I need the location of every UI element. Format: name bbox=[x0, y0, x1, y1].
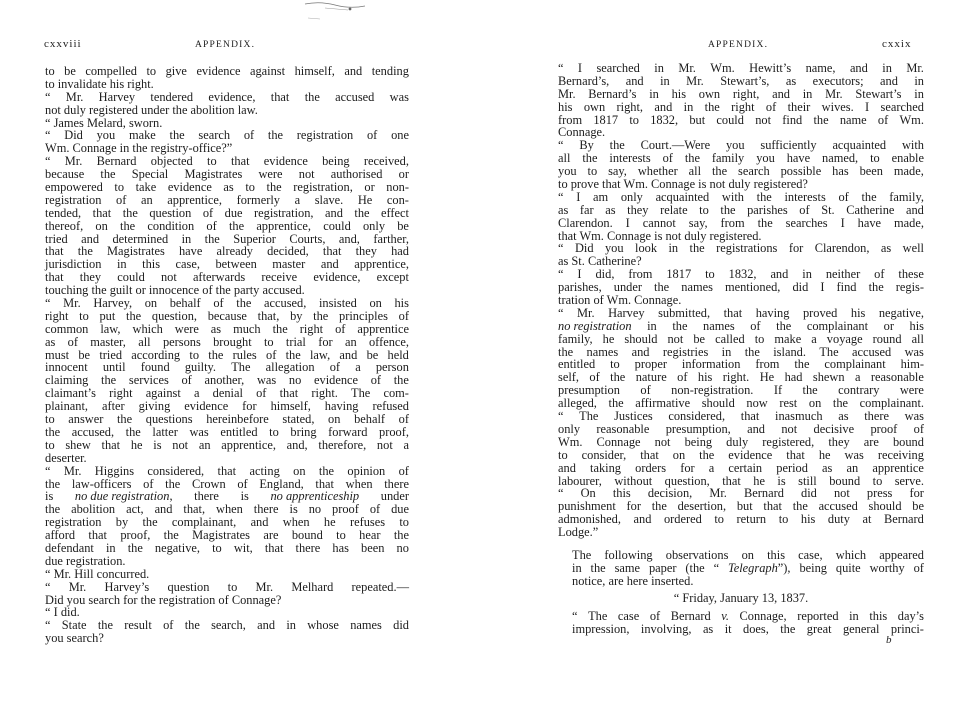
text-line: tended, that the question of due registration, and the effect bbox=[45, 205, 409, 220]
text-line: “ I am only acquainted with the interests of the family, bbox=[558, 189, 924, 204]
text-line: Lodge.” bbox=[558, 525, 599, 540]
text-line: that the Magistrates have already decided, that they had bbox=[45, 244, 409, 259]
text-line: tration of Wm. Connage. bbox=[558, 293, 682, 308]
text-line: “ Mr. Hill concurred. bbox=[45, 566, 150, 581]
right-body-text bbox=[558, 62, 924, 539]
text-line: parishes, under the names mentioned, did I find the regis- bbox=[558, 280, 924, 295]
text-line: the accused, the latter was entitled to bring forward proof, bbox=[45, 424, 409, 439]
text-line: no registration in the names of the complainant or his bbox=[558, 318, 924, 333]
text-line: afford that proof, the Magistrates are bound to hear the bbox=[45, 528, 409, 543]
text-line: empowered to take evidence as to the registration, or non- bbox=[45, 180, 409, 195]
text-line: in the same paper (the “ Telegraph”), being quite worthy of bbox=[572, 560, 924, 575]
text-line: punishment for the desertion, but that the accused should be bbox=[558, 499, 924, 514]
text-line: defendant in the negative, to wit, that there has been no bbox=[45, 540, 409, 555]
text-line: only reasonable presumption, and not decisive proof of bbox=[558, 421, 924, 436]
text-line: as far as they relate to the parishes of St. Catherine and bbox=[558, 202, 924, 217]
text-line: alleged, the affirmative should now rest on the complainant. bbox=[558, 396, 924, 411]
text-line: Wm. Connage not being duly registered, they are bound bbox=[558, 434, 924, 449]
text-line: you to say, whether all the search possible has been made, bbox=[558, 164, 924, 179]
text-line: because the Special Magistrates were not authorised or bbox=[45, 167, 409, 182]
text-line: Connage. bbox=[558, 125, 606, 140]
text-line: “ Mr. Higgins considered, that acting on the opinion of bbox=[45, 463, 409, 478]
page-number: cxxviii bbox=[44, 38, 82, 50]
text-line: “ I did. bbox=[45, 605, 80, 620]
text-line: Wm. Connage in the registry-office?” bbox=[45, 141, 233, 156]
closing-paragraph bbox=[572, 610, 924, 636]
page-number: cxxix bbox=[882, 38, 912, 50]
text-line: touching the guilt or innocence of the party accused. bbox=[45, 283, 305, 298]
text-line: that Wm. Connage is not duly registered. bbox=[558, 228, 762, 243]
running-head: APPENDIX. bbox=[708, 40, 769, 50]
text-line: to prove that Wm. Connage is not duly registered? bbox=[558, 177, 808, 192]
text-line: “ Did you make the search of the registration of one bbox=[45, 128, 409, 143]
text-line: right to put the question, because that, by the principles of bbox=[45, 308, 409, 323]
text-line: “ State the result of the search, and in whose names did bbox=[45, 618, 409, 633]
text-line: as of master, all persons brought to trial for an offence, bbox=[45, 334, 409, 349]
text-line: family, he should not be called to make a voyage round all bbox=[558, 331, 924, 346]
text-line: Clarendon. I cannot say, from the searches I have made, bbox=[558, 215, 924, 230]
text-line: “ I did, from 1817 to 1832, and in neither of these bbox=[558, 267, 924, 282]
text-line: entitled to proper information from the complainant him- bbox=[558, 357, 924, 372]
text-line: as St. Catherine? bbox=[558, 254, 642, 269]
text-line: the law-officers of the Crown of England, that when there bbox=[45, 476, 409, 491]
text-line: “ I searched in Mr. Wm. Hewitt’s name, and in Mr. bbox=[558, 61, 924, 75]
text-line: to shew that he is not an apprentice, and, therefore, not a bbox=[45, 437, 409, 452]
text-line: Mr. Bernard’s in his own right, and in Mr. Stewart’s in bbox=[558, 86, 924, 101]
text-line: the abolition act, and that, when there is no proof of due bbox=[45, 502, 409, 517]
text-line: common law, which were as much the right of apprentice bbox=[45, 321, 409, 336]
text-line: “ Mr. Harvey submitted, that having proved his negative, bbox=[558, 305, 924, 320]
text-line: “ Mr. Harvey’s question to Mr. Melhard repeated.— bbox=[45, 579, 409, 594]
text-line: the names and registries in the island. The accused was bbox=[558, 344, 924, 359]
text-line: must be tried according to the rules of the law, and be held bbox=[45, 347, 409, 362]
text-line: not duly registered under the abolition law. bbox=[45, 102, 258, 117]
text-line: “ The Justices considered, that inasmuch as there was bbox=[558, 409, 924, 424]
text-line: “ Mr. Harvey, on behalf of the accused, insisted on his bbox=[45, 296, 409, 311]
text-line: his own right, and in the right of their wives. I searched bbox=[558, 99, 924, 114]
text-line: all the interests of the family you have named, to enable bbox=[558, 151, 924, 166]
text-line: “ On this decision, Mr. Bernard did not press for bbox=[558, 486, 924, 501]
text-line: due registration. bbox=[45, 553, 126, 568]
running-head: APPENDIX. bbox=[195, 40, 256, 50]
text-line: The following observations on this case, which appeared bbox=[572, 548, 924, 562]
text-line: claiming the services of another, was no evidence of the bbox=[45, 373, 409, 388]
text-line: to be compelled to give evidence against himself, and tending bbox=[45, 64, 409, 78]
text-line: admonished, and ordered to return to his duty at Bernard bbox=[558, 512, 924, 527]
text-line: “ Mr. Bernard objected to that evidence being received, bbox=[45, 154, 409, 169]
text-line: registration of an apprentice, formerly a slave. He con- bbox=[45, 192, 409, 207]
text-line: thereof, on the condition of the apprentice, could only be bbox=[45, 218, 409, 233]
text-line: jurisdiction in this case, between master and apprentice, bbox=[45, 257, 409, 272]
text-line: from 1817 to 1832, but could not find the name of Wm. bbox=[558, 112, 924, 127]
text-line: “ By the Court.—Were you sufficiently acquainted with bbox=[558, 138, 924, 153]
text-line: deserter. bbox=[45, 450, 87, 465]
text-line: labourer, without question, that he is still bound to serve. bbox=[558, 473, 924, 488]
text-line: to invalidate his right. bbox=[45, 76, 154, 91]
text-line: to consider, that on the evidence that he was receiving bbox=[558, 447, 924, 462]
signature-mark: b bbox=[886, 634, 892, 646]
text-line: Bernard’s, and in Mr. Stewart’s, as executors; and in bbox=[558, 73, 924, 88]
text-line: claimant’s right against a denial of that right. The com- bbox=[45, 386, 409, 401]
text-line: registration by the complainant, and when he refuses to bbox=[45, 515, 409, 530]
text-line: “ Mr. Harvey tendered evidence, that the accused was bbox=[45, 89, 409, 104]
text-line: that they could not afterwards receive evidence, except bbox=[45, 270, 409, 285]
left-body-text bbox=[45, 65, 409, 645]
right-page bbox=[490, 0, 980, 701]
text-line: you search? bbox=[45, 631, 104, 646]
text-line: impression, involving, as it does, the great general princi- bbox=[572, 621, 924, 636]
text-line: plainant, after giving evidence for himself, having refused bbox=[45, 399, 409, 414]
text-line: innocent until found guilty. The allegation of a person bbox=[45, 360, 409, 375]
text-line: “ Did you look in the registrations for Clarendon, as well bbox=[558, 241, 924, 256]
observations-paragraph bbox=[572, 549, 924, 588]
text-line: and taking orders for a certain period as an apprentice bbox=[558, 460, 924, 475]
text-line: Did you search for the registration of Connage? bbox=[45, 592, 282, 607]
text-line: self, of the nature of his right. He had shewn a reasonable bbox=[558, 370, 924, 385]
text-line: “ James Melard, sworn. bbox=[45, 115, 163, 130]
dateline: “ Friday, January 13, 1837. bbox=[673, 591, 809, 605]
text-line: notice, are here inserted. bbox=[572, 573, 694, 588]
text-line: is no due registration, there is no apprenticeship under bbox=[45, 489, 409, 504]
text-line: “ The case of Bernard v. Connage, reported in this day’s bbox=[572, 609, 924, 623]
text-line: presumption of non-registration. If the contrary were bbox=[558, 383, 924, 398]
text-line: to answer the questions hereinbefore stated, on behalf of bbox=[45, 412, 409, 427]
text-line: tried and determined in the Superior Courts, and, farther, bbox=[45, 231, 409, 246]
